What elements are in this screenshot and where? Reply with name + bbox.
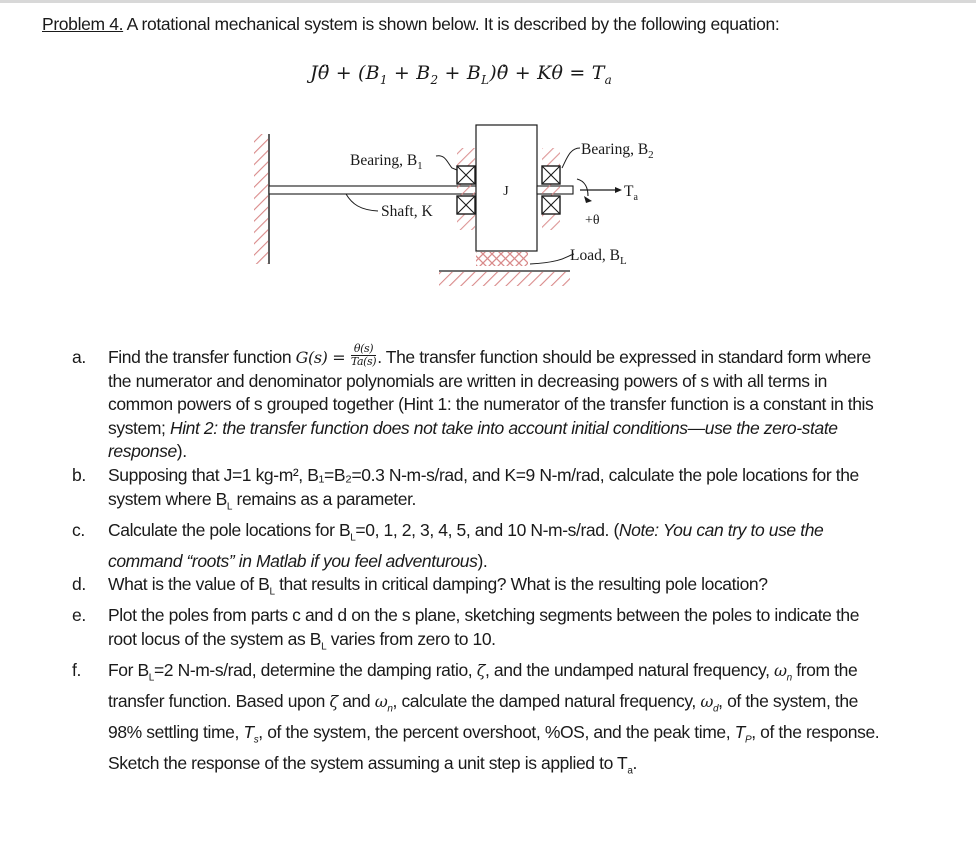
torque-label: $T_a$ — [624, 183, 638, 203]
load-label: Load, $B_L$ — [570, 247, 627, 267]
problem-intro: A rotational mechanical system is shown below. It is described by the following equation: — [123, 14, 780, 34]
question-list — [72, 341, 892, 784]
page-top-border — [0, 0, 976, 3]
angle-label: +θ — [585, 213, 600, 228]
question-a: a. Find the transfer function G(s) = $\frac{\theta(s)}{Ta(s)}$ . The transfer function should be expressed in standard form where the numerator and denominator polynomials are written in decreasing powers of s with all terms in common powers of s grouped together (Hint 1: the numerator of the transfer function is a constant in this system; Hint 2: the transfer function does not take into account initial conditions—use the zero-state response). — [72, 341, 874, 462]
load-damper-bl — [439, 252, 570, 286]
bearing2-label: Bearing, $B_2$ — [581, 141, 654, 161]
question-c: c. Calculate the pole locations for $B_L=0$, 1, 2, 3, 4, 5, and 10 N-m-s/rad. (Note: You can try to use the command “roots” in Matlab if you feel adventurous). — [72, 519, 824, 571]
equation-of-motion: Jθ̈ + ($B_1 + B_2$ + $B_L)\thetȧ + K\theta = T_a$ — [310, 62, 612, 87]
problem-statement — [42, 14, 779, 35]
bearing1-label: Bearing, $B_1$ — [350, 152, 423, 172]
transfer-function-fraction: $\frac{\theta(s)}{Ta(s)}$ — [350, 341, 377, 368]
rotational-system-diagram — [240, 110, 680, 300]
fixed-wall — [254, 134, 269, 264]
shaft-k — [269, 186, 476, 194]
question-d: d. What is the value of $B_L$ that results in critical damping? What is the resulting pole location? — [72, 574, 768, 598]
problem-label: Problem 4. — [42, 14, 124, 34]
torque-arrow-icon — [577, 179, 622, 203]
inertia-j — [476, 125, 537, 251]
svg-text:J: J — [503, 184, 509, 199]
question-f: f. For $B_L=2$ N-m-s/rad, determine the damping ratio, ζ, and the undamped natural frequency, $\omega_n$ from the transfer function. Based upon ζ and $\omega_n$, calculate the damped natural frequency, $\omega_d$, of the system, the 98% settling time, $T_s$, of the system, the percent overshoot, %OS, and the peak time, $T_P$, of the response. Sketch the response of the system assuming a unit step is applied to $T_a$. — [72, 660, 880, 777]
question-e: e. Plot the poles from parts c and d on the s plane, sketching segments between the poles to indicate the root locus of the system as $B_L$ varies from zero to 10. — [72, 605, 860, 653]
shaft-label: Shaft, K — [381, 203, 433, 220]
question-b: b. Supposing that J=1 kg-m², B₁=B₂=0.3 N-m-s/rad, and K=9 N-m/rad, calculate the pole locations for the system where $B_L$ remains as a parameter. — [72, 464, 859, 513]
